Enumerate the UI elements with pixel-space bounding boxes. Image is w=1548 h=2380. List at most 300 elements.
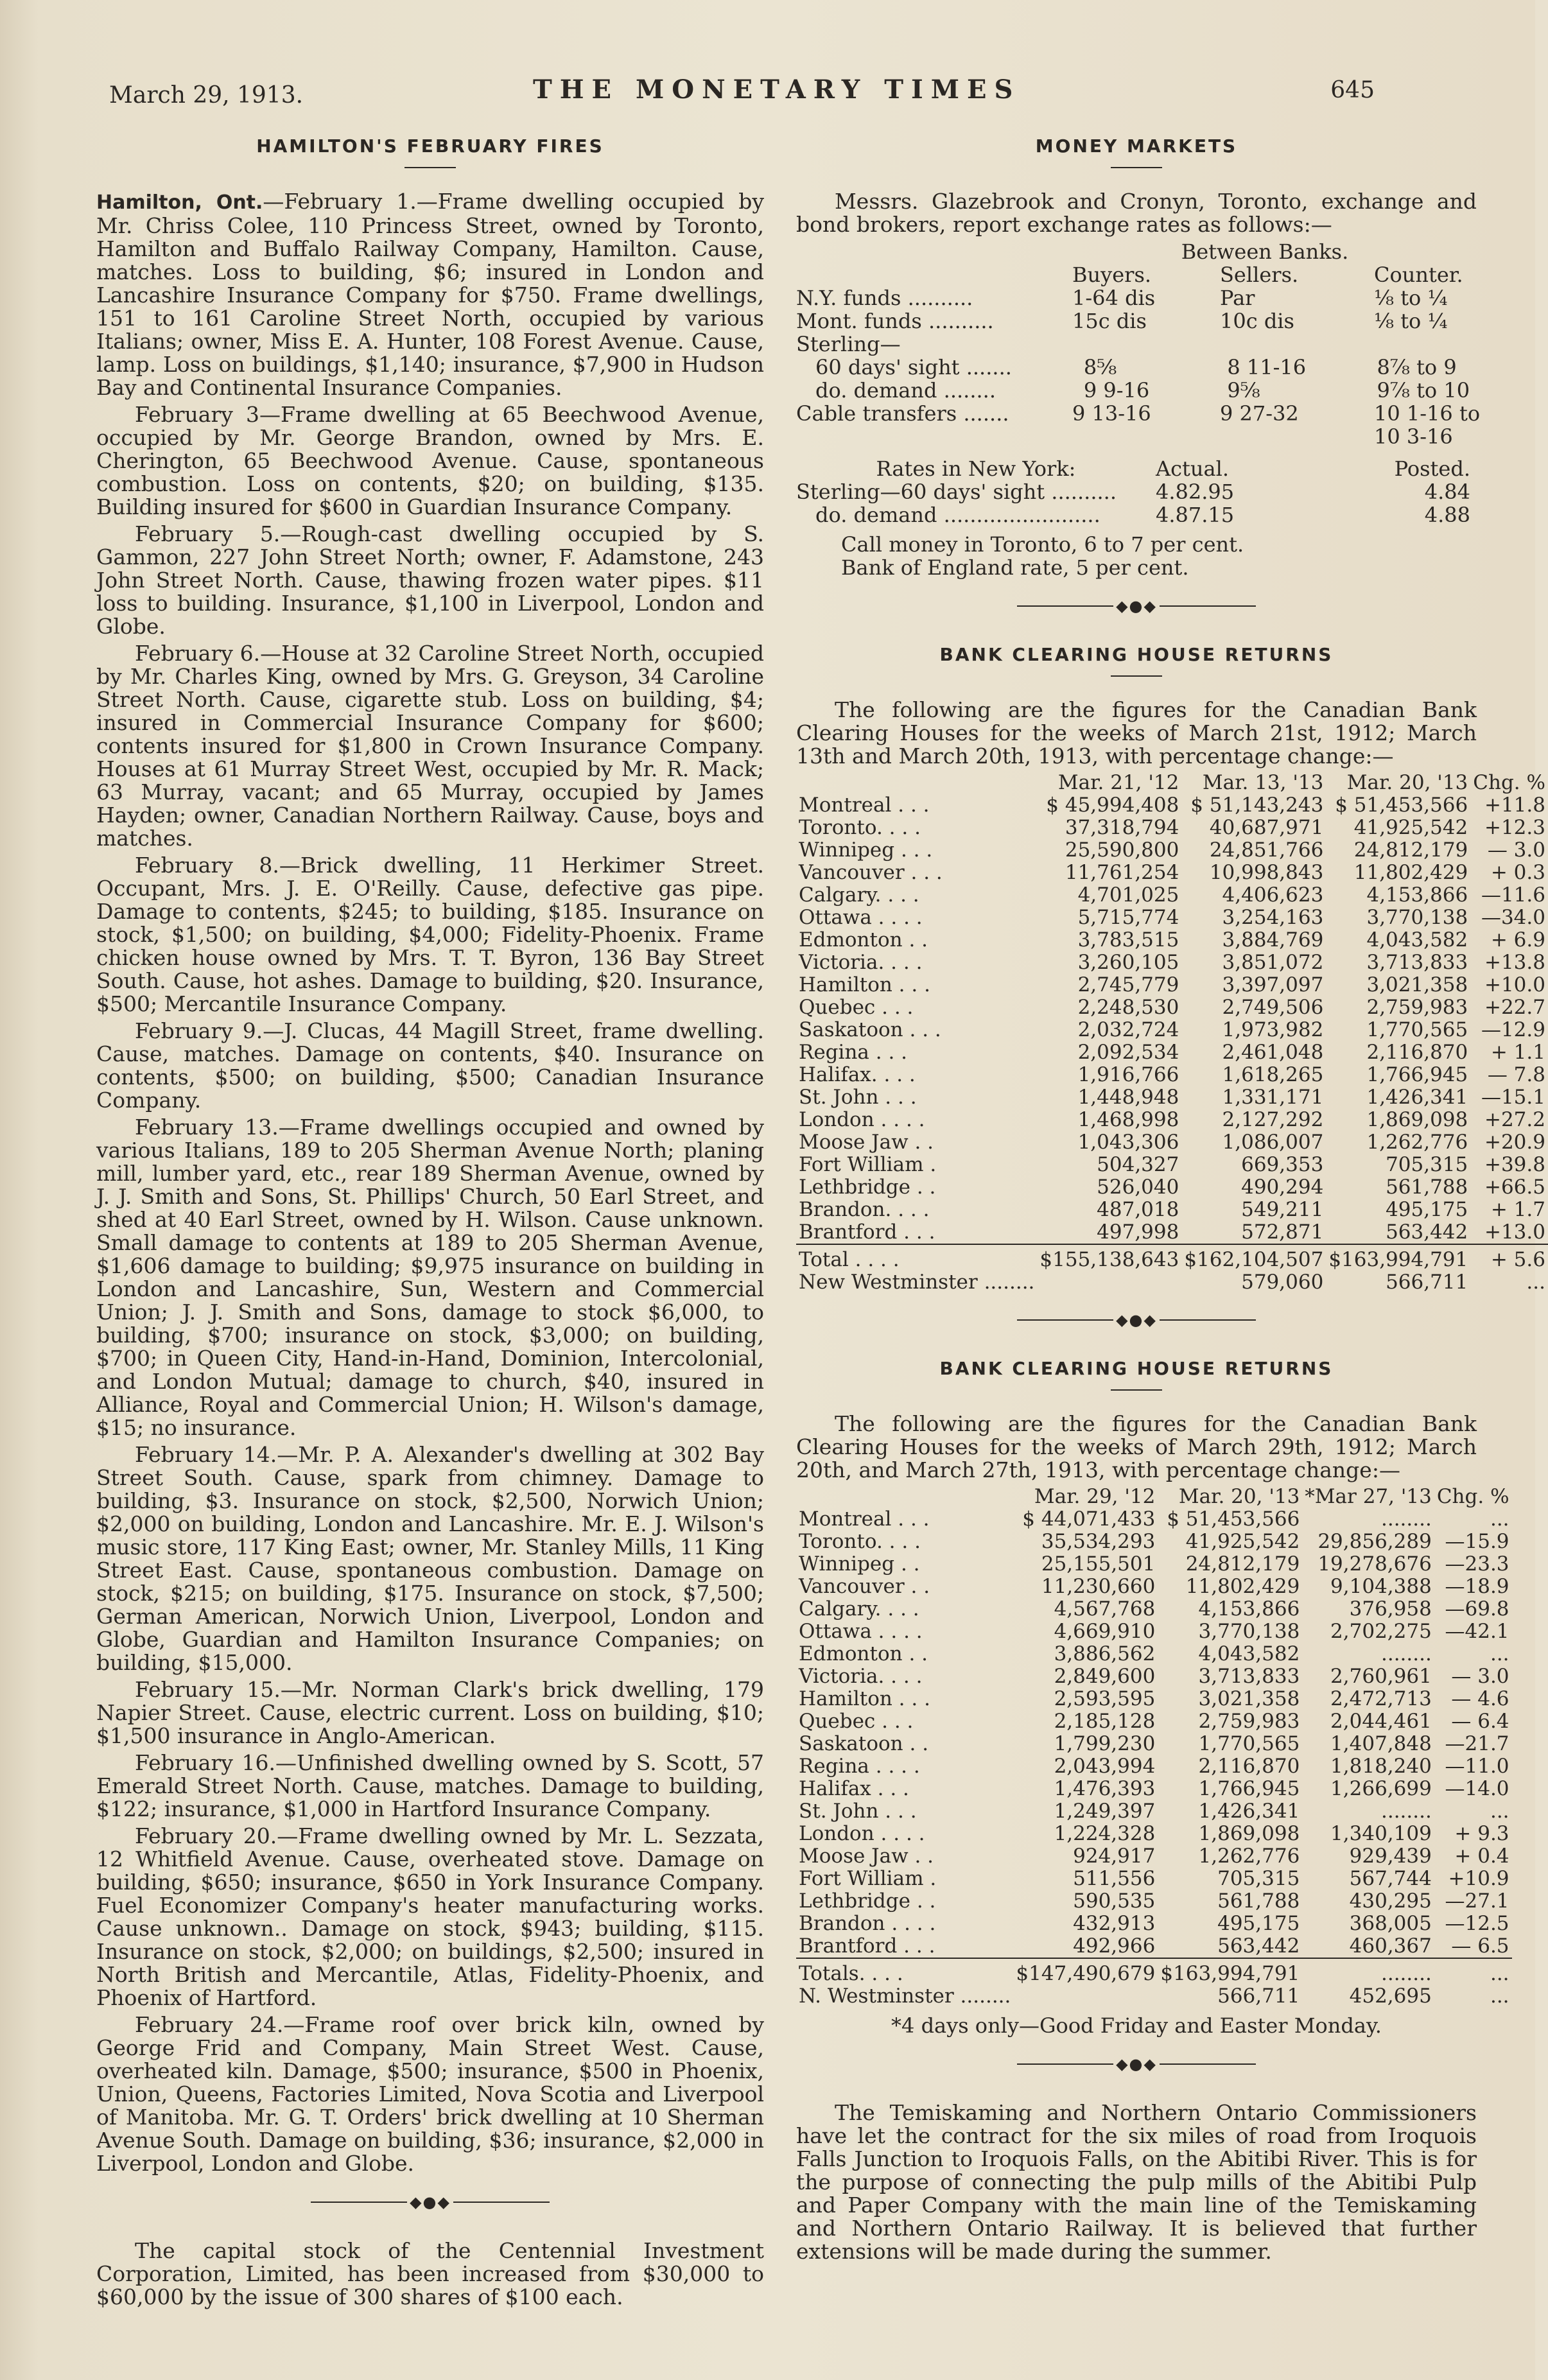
hamilton-para: February 24.—Frame roof over brick kiln, owned by George Frid and Company, Main Street West. Cause, overheated kiln. Damage, $500; insurance, $500 in Phoenix, Union, Queens, Factories Limited, Nova Scotia and Liverpool of Manitoba. Mr. G. T. Orders' brick dwelling at 10 Sherman Avenue South. Damage on building, $36; insurance, $2,000 in Liverpool, London and Globe. bbox=[96, 2012, 764, 2176]
table-row bbox=[796, 1620, 1512, 1643]
value-cell: + 9.3 bbox=[1454, 1822, 1509, 1845]
table-row bbox=[796, 1733, 1512, 1755]
hamilton-para: February 6.—House at 32 Caroline Street North, occupied by Mr. Charles King, owned by Mrs. G. Greyson, 34 Caroline Street North. Cause, cigarette stub. Loss on building, $4; insured in Commercial Insurance Company for $600; contents insured for $1,800 in Crown Insurance Company. Houses at 61 Murray Street West, occupied by Mr. R. Mack; 63 Murray, vacant; and 65 Murray, occupied by James Hayden; owner, Canadian Northern Railway. Cause, boys and matches. bbox=[96, 641, 764, 851]
value-cell: ........ bbox=[1380, 1800, 1432, 1823]
city-cell: Toronto. . . . bbox=[799, 815, 921, 839]
value-cell: ... bbox=[1490, 1642, 1509, 1665]
value-cell: 1,426,341 bbox=[1198, 1800, 1300, 1823]
ny-label: do. demand ........................ bbox=[815, 503, 1100, 527]
value-cell: 1,086,007 bbox=[1222, 1130, 1324, 1154]
value-cell: —42.1 bbox=[1445, 1620, 1509, 1643]
value-cell: $162,104,507 bbox=[1181, 1244, 1326, 1271]
clearing-footnote: *4 days only—Good Friday and Easter Monday. bbox=[891, 2013, 1382, 2038]
clearing-column-header: Mar. 20, '13 bbox=[1178, 1485, 1300, 1508]
value-cell: 590,535 bbox=[1073, 1889, 1156, 1913]
value-cell: 11,802,429 bbox=[1353, 860, 1468, 884]
value-cell: 3,884,769 bbox=[1222, 928, 1324, 951]
table-row bbox=[796, 1199, 1548, 1221]
hamilton-para-1: Hamilton, Ont.—February 1.—Frame dwelling occupied by Mr. Chriss Colee, 110 Princess Street, owned by Toronto, Hamilton and Buffalo Railway Company, Hamilton. Cause, matches. Loss to building, $6; insured in London and Lancashire Insurance Company for $750. Frame dwellings, 151 to 161 Caroline Street North, occupied by various Italians; owner, Miss E. A. Hunter, 108 Forest Avenue. Cause, lamp. Loss on buildings, $1,140; insurance, $7,900 in Hudson Bay and Continental Insurance Companies. bbox=[96, 189, 764, 400]
value-cell: 4,043,582 bbox=[1198, 1642, 1300, 1665]
city-cell: Total . . . . bbox=[796, 1244, 1037, 1271]
value-cell: 9,104,388 bbox=[1330, 1575, 1432, 1598]
exchange-rate-row bbox=[796, 425, 1477, 448]
value-cell: 2,092,534 bbox=[1077, 1040, 1179, 1064]
exchange-rate-row bbox=[796, 286, 1477, 309]
value-cell: 3,783,515 bbox=[1077, 928, 1179, 951]
table-row bbox=[796, 1710, 1512, 1733]
city-cell: Calgary. . . . bbox=[799, 1597, 919, 1620]
value-cell: 561,788 bbox=[1386, 1175, 1468, 1199]
value-cell: 579,060 bbox=[1241, 1270, 1324, 1294]
value-cell: 3,713,833 bbox=[1198, 1665, 1300, 1688]
value-cell: 705,315 bbox=[1217, 1867, 1300, 1890]
value-cell: 1,618,265 bbox=[1222, 1063, 1324, 1086]
table-row bbox=[796, 1086, 1548, 1109]
value-cell: 4,153,866 bbox=[1198, 1597, 1300, 1620]
value-cell: $163,994,791 bbox=[1158, 1958, 1302, 1985]
exchange-sellers: 8 11-16 bbox=[1227, 355, 1307, 379]
value-cell: 563,442 bbox=[1386, 1220, 1468, 1244]
value-cell: 1,973,982 bbox=[1222, 1018, 1324, 1041]
city-cell: Halifax . . . bbox=[799, 1777, 909, 1800]
value-cell: 2,248,530 bbox=[1077, 995, 1179, 1019]
value-cell: 1,869,098 bbox=[1198, 1822, 1300, 1845]
value-cell: 376,958 bbox=[1349, 1597, 1432, 1620]
exchange-counter: 8⅞ to 9 bbox=[1377, 355, 1457, 379]
col-counter: Counter. bbox=[1374, 263, 1463, 287]
city-cell: Winnipeg . . . bbox=[799, 838, 933, 862]
value-cell: —15.1 bbox=[1481, 1085, 1545, 1109]
exchange-rate-rows bbox=[796, 286, 1481, 449]
between-banks-label: Between Banks. bbox=[1181, 239, 1349, 264]
clearing-table-2 bbox=[796, 1486, 1512, 2008]
value-cell: 1,869,098 bbox=[1366, 1107, 1468, 1131]
value-cell: 1,249,397 bbox=[1054, 1800, 1156, 1823]
value-cell: $155,138,643 bbox=[1037, 1244, 1181, 1271]
exchange-rate-row bbox=[796, 356, 1477, 379]
value-cell: ........ bbox=[1380, 1507, 1432, 1531]
exchange-label: Sterling— bbox=[796, 332, 901, 356]
value-cell: 1,262,776 bbox=[1366, 1130, 1468, 1154]
value-cell: +27.2 bbox=[1484, 1107, 1545, 1131]
table-row bbox=[796, 1755, 1512, 1778]
table-row bbox=[796, 1778, 1512, 1800]
value-cell: 1,770,565 bbox=[1198, 1732, 1300, 1755]
city-cell: St. John . . . bbox=[799, 1800, 917, 1823]
value-cell: 25,590,800 bbox=[1065, 838, 1179, 862]
clearing-intro-1: The following are the figures for the Canadian Bank Clearing Houses for the weeks of March 21st, 1912; March 13th and March 20th, 1913, with percentage change:— bbox=[796, 697, 1477, 769]
table-row bbox=[796, 1041, 1548, 1064]
city-cell: London . . . . bbox=[799, 1822, 925, 1845]
table-row bbox=[796, 1665, 1512, 1688]
table-row bbox=[796, 1868, 1512, 1890]
value-cell: 40,687,971 bbox=[1209, 815, 1324, 839]
table-row bbox=[796, 1823, 1512, 1845]
value-cell: 35,534,293 bbox=[1041, 1530, 1156, 1553]
hamilton-lead: Hamilton, Ont. bbox=[96, 191, 263, 214]
temiskaming-notice: The Temiskaming and Northern Ontario Commissioners have let the contract for the six miles of road from Iroquois Falls Junction to Iroquois Falls, on the Abitibi River. This is for the purpose of connecting the pulp mills of the Abitibi Pulp and Paper Company with the main line of the Temiskaming and Northern Ontario Railway. It is believed that further extensions will be made during the summer. bbox=[796, 2099, 1477, 2264]
table-row bbox=[796, 1508, 1512, 1531]
value-cell: $ 51,143,243 bbox=[1190, 793, 1324, 817]
value-cell: — 3.0 bbox=[1487, 838, 1545, 862]
value-cell: 526,040 bbox=[1097, 1175, 1179, 1199]
clearing-heading-2: BANK CLEARING HOUSE RETURNS bbox=[796, 1357, 1477, 1391]
table-row bbox=[796, 1890, 1512, 1913]
exchange-sellers bbox=[1220, 425, 1374, 448]
value-cell: 41,925,542 bbox=[1353, 815, 1468, 839]
value-cell: +22.7 bbox=[1484, 995, 1545, 1019]
value-cell: 495,175 bbox=[1217, 1912, 1300, 1935]
city-cell: Winnipeg . . bbox=[799, 1552, 920, 1576]
value-cell: 2,745,779 bbox=[1077, 973, 1179, 996]
table-row bbox=[796, 1643, 1512, 1665]
city-cell: Brandon. . . . bbox=[799, 1197, 930, 1221]
value-cell: ........ bbox=[1302, 1958, 1434, 1985]
value-cell: 460,367 bbox=[1349, 1934, 1432, 1958]
city-cell: Victoria. . . . bbox=[799, 950, 923, 974]
money-markets-intro: Messrs. Glazebrook and Cronyn, Toronto, exchange and bond brokers, report exchange rates as follows:— bbox=[796, 189, 1477, 237]
value-cell: 2,032,724 bbox=[1077, 1018, 1179, 1041]
value-cell: 3,713,833 bbox=[1366, 950, 1468, 974]
clearing-column-header bbox=[796, 1486, 1013, 1508]
value-cell: +10.0 bbox=[1484, 973, 1545, 996]
value-cell: 1,818,240 bbox=[1330, 1755, 1432, 1778]
value-cell: ... bbox=[1434, 1958, 1512, 1985]
city-cell: Vancouver . . . bbox=[799, 860, 943, 884]
ny-rate-row bbox=[796, 480, 1477, 503]
exchange-label: 60 days' sight ....... bbox=[815, 355, 1012, 379]
value-cell: 41,925,542 bbox=[1185, 1530, 1300, 1553]
value-cell: 24,851,766 bbox=[1209, 838, 1324, 862]
value-cell: 3,770,138 bbox=[1366, 905, 1468, 929]
value-cell: 1,799,230 bbox=[1054, 1732, 1156, 1755]
value-cell: —27.1 bbox=[1445, 1889, 1509, 1913]
value-cell: 2,116,870 bbox=[1366, 1040, 1468, 1064]
city-cell: Toronto. . . . bbox=[799, 1530, 921, 1553]
value-cell: 1,766,945 bbox=[1198, 1777, 1300, 1800]
value-cell: —12.9 bbox=[1481, 1018, 1545, 1041]
value-cell: 3,260,105 bbox=[1077, 950, 1179, 974]
value-cell: —23.3 bbox=[1445, 1552, 1509, 1576]
table-row bbox=[796, 1531, 1512, 1553]
value-cell: 2,127,292 bbox=[1222, 1107, 1324, 1131]
value-cell: 1,224,328 bbox=[1054, 1822, 1156, 1845]
table-row bbox=[796, 1154, 1548, 1176]
value-cell: —21.7 bbox=[1445, 1732, 1509, 1755]
value-cell: —12.5 bbox=[1445, 1912, 1509, 1935]
hamilton-para: February 5.—Rough-cast dwelling occupied by S. Gammon, 227 John Street North; owner, F. Adamstone, 243 John Street North. Cause, thawing frozen water pipes. $11 loss to building. Insurance, $1,100 in Liverpool, London and Globe. bbox=[96, 521, 764, 639]
value-cell: 4,153,866 bbox=[1366, 883, 1468, 907]
table-row bbox=[796, 996, 1548, 1019]
city-cell: Montreal . . . bbox=[799, 1507, 930, 1531]
city-cell: Brantford . . . bbox=[799, 1934, 935, 1958]
exchange-counter: 9⅞ to 10 bbox=[1377, 378, 1470, 403]
exchange-sellers: 9⅝ bbox=[1227, 378, 1260, 403]
clearing-column-header: Chg. % bbox=[1473, 770, 1545, 794]
city-cell: Ottawa . . . . bbox=[799, 905, 923, 929]
clearing-header-row bbox=[796, 772, 1548, 794]
value-cell: $ 51,453,566 bbox=[1167, 1507, 1300, 1531]
value-cell: 504,327 bbox=[1097, 1152, 1179, 1176]
value-cell: —15.9 bbox=[1445, 1530, 1509, 1553]
value-cell: 2,849,600 bbox=[1054, 1665, 1156, 1688]
city-cell: London . . . . bbox=[799, 1107, 925, 1131]
city-cell: Moose Jaw . . bbox=[799, 1845, 934, 1868]
value-cell: +12.3 bbox=[1484, 815, 1545, 839]
value-cell: —69.8 bbox=[1445, 1597, 1509, 1620]
city-cell: Ottawa . . . . bbox=[799, 1620, 923, 1643]
clearing-column-header: Chg. % bbox=[1436, 1485, 1509, 1508]
clearing-column-header: Mar. 21, '12 bbox=[1057, 770, 1179, 794]
table-row bbox=[796, 1271, 1548, 1294]
value-cell: — 4.6 bbox=[1451, 1687, 1509, 1710]
hamilton-para: February 13.—Frame dwellings occupied and owned by various Italians, 189 to 205 Sherman Avenue North; planing mill, lumber yard, etc., rear 189 Sherman Avenue, owned by J. J. Smith and Sons, St. Phillips' Church, 50 Earl Street, and shed at 40 Earl Street, owned by H. Wilson. Cause unknown. Small damage to contents at 189 to 205 Sherman Avenue, $1,606 damage to building; $9,975 insurance on building in London and Lancashire, Sun, Western and Commercial Union; J. J. Smith and Sons, damage to stock $6,000, to building, $700; insurance on stock, $3,000; on building, $700; in Queen City, Hand-in-Hand, Dominion, Intercolonial, and London Mutual; damage to church, $40, insured in Alliance, Royal and Commercial Union; H. Wilson's damage, $15; no insurance. bbox=[96, 1115, 764, 1440]
city-cell: Halifax. . . . bbox=[799, 1063, 916, 1086]
value-cell: + 0.4 bbox=[1454, 1845, 1509, 1868]
value-cell: 29,856,289 bbox=[1318, 1530, 1432, 1553]
table-row bbox=[796, 1221, 1548, 1244]
table-row bbox=[796, 974, 1548, 996]
value-cell: 1,266,699 bbox=[1330, 1777, 1432, 1800]
value-cell: $ 45,994,408 bbox=[1046, 793, 1179, 817]
value-cell: 4,567,768 bbox=[1054, 1597, 1156, 1620]
value-cell: 3,021,358 bbox=[1366, 973, 1468, 996]
hamilton-para: February 20.—Frame dwelling owned by Mr. L. Sezzata, 12 Whitfield Avenue. Cause, overheated stove. Damage on building, $650; insurance, $650 in York Insurance Company. Fuel Economizer Company's heater manufacturing works. Cause unknown.. Damage on stock, $943; building, $115. Insurance on stock, $2,000; on buildings, $2,500; insured in North British and Mercantile, Atlas, Fidelity-Phoenix, and Phoenix of Hartford. bbox=[96, 1823, 764, 2010]
value-cell: 566,711 bbox=[1386, 1270, 1468, 1294]
value-cell: 2,702,275 bbox=[1330, 1620, 1432, 1643]
ny-actual-label: Actual. bbox=[1156, 456, 1229, 481]
clearing-heading-1: BANK CLEARING HOUSE RETURNS bbox=[796, 643, 1477, 677]
value-cell: $147,490,679 bbox=[1013, 1958, 1158, 1985]
value-cell: 563,442 bbox=[1217, 1934, 1300, 1958]
value-cell: 1,262,776 bbox=[1198, 1845, 1300, 1868]
city-cell: Fort William . bbox=[799, 1152, 937, 1176]
value-cell: — 6.5 bbox=[1451, 1934, 1509, 1958]
exchange-buyers: 1-64 dis bbox=[1072, 286, 1156, 310]
value-cell: 669,353 bbox=[1241, 1152, 1324, 1176]
value-cell: — 3.0 bbox=[1451, 1665, 1509, 1688]
value-cell: 1,340,109 bbox=[1330, 1822, 1432, 1845]
exchange-label: do. demand ........ bbox=[815, 378, 996, 403]
exchange-rate-row bbox=[796, 333, 1477, 356]
table-row bbox=[796, 929, 1548, 951]
right-column bbox=[796, 128, 1545, 2267]
value-cell: 566,711 bbox=[1217, 1985, 1300, 2008]
value-cell: 4,701,025 bbox=[1077, 883, 1179, 907]
value-cell: $163,994,791 bbox=[1326, 1244, 1470, 1271]
value-cell: 1,043,306 bbox=[1077, 1130, 1179, 1154]
value-cell: 2,760,961 bbox=[1330, 1665, 1432, 1688]
value-cell: +66.5 bbox=[1484, 1175, 1545, 1199]
value-cell: +13.0 bbox=[1484, 1220, 1545, 1244]
value-cell: + 1.1 bbox=[1490, 1040, 1545, 1064]
value-cell: 2,043,994 bbox=[1054, 1755, 1156, 1778]
city-cell: Calgary. . . . bbox=[799, 883, 919, 907]
exchange-counter: ⅛ to ¼ bbox=[1374, 286, 1448, 310]
city-cell: Victoria. . . . bbox=[799, 1665, 923, 1688]
value-cell: 11,802,429 bbox=[1185, 1575, 1300, 1598]
value-cell: 705,315 bbox=[1386, 1152, 1468, 1176]
table-row bbox=[796, 1935, 1512, 1958]
value-cell: 2,116,870 bbox=[1198, 1755, 1300, 1778]
table-row bbox=[796, 817, 1548, 839]
value-cell: 492,966 bbox=[1073, 1934, 1156, 1958]
table-row bbox=[796, 1064, 1548, 1086]
table-row bbox=[796, 951, 1548, 974]
value-cell: 1,448,948 bbox=[1077, 1085, 1179, 1109]
value-cell: 10,998,843 bbox=[1209, 860, 1324, 884]
city-cell: Brandon . . . . bbox=[799, 1912, 936, 1935]
exchange-counter bbox=[1374, 333, 1477, 356]
value-cell: 2,461,048 bbox=[1222, 1040, 1324, 1064]
city-cell: Lethbridge . . bbox=[799, 1889, 936, 1913]
value-cell: —18.9 bbox=[1445, 1575, 1509, 1598]
ny-posted: 4.84 bbox=[1424, 480, 1470, 504]
value-cell: 2,749,506 bbox=[1222, 995, 1324, 1019]
table-row bbox=[796, 1958, 1512, 1985]
value-cell: —11.0 bbox=[1445, 1755, 1509, 1778]
value-cell: ... bbox=[1490, 1507, 1509, 1531]
table-row bbox=[796, 1985, 1512, 2008]
table-row bbox=[796, 839, 1548, 862]
centennial-notice: The capital stock of the Centennial Investment Corporation, Limited, has been increased from $30,000 to $60,000 by the issue of 300 shares of $100 each. bbox=[96, 2237, 764, 2309]
value-cell: 3,770,138 bbox=[1198, 1620, 1300, 1643]
table-row bbox=[796, 1244, 1548, 1271]
ny-rates-label: Rates in New York: bbox=[876, 456, 1076, 481]
clearing-column-header: Mar. 29, '12 bbox=[1034, 1485, 1156, 1508]
value-cell: 1,331,171 bbox=[1222, 1085, 1324, 1109]
value-cell: 368,005 bbox=[1349, 1912, 1432, 1935]
city-cell: Saskatoon . . . bbox=[799, 1018, 941, 1041]
city-cell: Hamilton . . . bbox=[799, 1687, 930, 1710]
clearing-column-header: *Mar 27, '13 bbox=[1305, 1485, 1432, 1508]
value-cell: 2,185,128 bbox=[1054, 1710, 1156, 1733]
value-cell: 3,254,163 bbox=[1222, 905, 1324, 929]
ny-actual: 4.87.15 bbox=[1156, 503, 1235, 527]
city-cell: Vancouver . . bbox=[799, 1575, 930, 1598]
clearing-column-header: Mar. 20, '13 bbox=[1346, 770, 1468, 794]
exchange-buyers: 8⅝ bbox=[1083, 355, 1117, 379]
city-cell: Lethbridge . . bbox=[799, 1175, 936, 1199]
table-row bbox=[796, 862, 1548, 884]
page-header bbox=[109, 71, 1477, 109]
exchange-buyers: 9 13-16 bbox=[1072, 401, 1151, 426]
exchange-sellers bbox=[1220, 333, 1374, 356]
value-cell: ... bbox=[1490, 1800, 1509, 1823]
value-cell: 490,294 bbox=[1241, 1175, 1324, 1199]
table-row bbox=[796, 1576, 1512, 1598]
issue-date: March 29, 1913. bbox=[109, 82, 304, 109]
value-cell: 549,211 bbox=[1241, 1197, 1324, 1221]
city-cell: Brantford . . . bbox=[799, 1220, 935, 1244]
exchange-label: N.Y. funds .......... bbox=[796, 286, 973, 310]
value-cell: —14.0 bbox=[1445, 1777, 1509, 1800]
value-cell: 3,886,562 bbox=[1054, 1642, 1156, 1665]
city-cell: Quebec . . . bbox=[799, 995, 914, 1019]
page-number: 645 bbox=[1330, 77, 1375, 103]
col-sellers: Sellers. bbox=[1220, 263, 1299, 287]
exchange-buyers bbox=[1072, 333, 1220, 356]
ornament-divider: ◆●◆ bbox=[796, 2051, 1477, 2076]
col-buyers: Buyers. bbox=[1072, 263, 1152, 287]
value-cell: ........ bbox=[1380, 1642, 1432, 1665]
value-cell: $ 51,453,566 bbox=[1335, 793, 1468, 817]
city-cell: St. John . . . bbox=[799, 1085, 917, 1109]
table-row bbox=[796, 1800, 1512, 1823]
hamilton-para: February 3—Frame dwelling at 65 Beechwood Avenue, occupied by Mr. George Brandon, owned by Mrs. E. Cherington, 65 Beechwood Avenue. Cause, spontaneous combustion. Loss on contents, $20; on building, $135. Building insured for $600 in Guardian Insurance Company. bbox=[96, 402, 764, 519]
value-cell: 495,175 bbox=[1386, 1197, 1468, 1221]
value-cell: ... bbox=[1526, 1270, 1545, 1294]
value-cell: 924,917 bbox=[1073, 1845, 1156, 1868]
exchange-rate-row bbox=[796, 401, 1481, 426]
value-cell: 572,871 bbox=[1241, 1220, 1324, 1244]
value-cell: +13.8 bbox=[1484, 950, 1545, 974]
exchange-counter: 10 3-16 bbox=[1374, 424, 1453, 449]
city-cell: Hamilton . . . bbox=[799, 973, 930, 996]
value-cell: 430,295 bbox=[1349, 1889, 1432, 1913]
value-cell: 2,759,983 bbox=[1198, 1710, 1300, 1733]
ny-rate-row bbox=[796, 503, 1477, 526]
value-cell: +10.9 bbox=[1448, 1867, 1509, 1890]
value-cell: 2,759,983 bbox=[1366, 995, 1468, 1019]
ornament-divider: ◆●◆ bbox=[96, 2189, 764, 2214]
city-cell: Moose Jaw . . bbox=[799, 1130, 934, 1154]
ny-rate-rows bbox=[796, 480, 1477, 526]
table-row bbox=[796, 1109, 1548, 1131]
value-cell: 561,788 bbox=[1217, 1889, 1300, 1913]
hamilton-para: February 16.—Unfinished dwelling owned by S. Scott, 57 Emerald Street North. Cause, matches. Damage to building, $122; insurance, $1,000 in Hartford Insurance Company. bbox=[96, 1750, 764, 1821]
table-row bbox=[796, 1688, 1512, 1710]
value-cell: ... bbox=[1490, 1985, 1509, 2008]
value-cell: 4,406,623 bbox=[1222, 883, 1324, 907]
table-row bbox=[796, 1553, 1512, 1576]
value-cell: 11,230,660 bbox=[1041, 1575, 1156, 1598]
value-cell: 487,018 bbox=[1097, 1197, 1179, 1221]
value-cell: +11.8 bbox=[1484, 793, 1545, 817]
exchange-rates bbox=[796, 239, 1481, 580]
value-cell: 1,407,848 bbox=[1330, 1732, 1432, 1755]
value-cell: + 0.3 bbox=[1490, 860, 1545, 884]
value-cell: $ 44,071,433 bbox=[1022, 1507, 1156, 1531]
clearing-table-1 bbox=[796, 772, 1548, 1294]
value-cell: 24,812,179 bbox=[1185, 1552, 1300, 1576]
table-row bbox=[796, 1131, 1548, 1154]
exchange-rate-row bbox=[796, 379, 1477, 402]
exchange-counter: ⅛ to ¼ bbox=[1374, 309, 1448, 333]
value-cell: + 6.9 bbox=[1490, 928, 1545, 951]
value-cell: 567,744 bbox=[1349, 1867, 1432, 1890]
value-cell: 19,278,676 bbox=[1318, 1552, 1432, 1576]
value-cell: 1,468,998 bbox=[1077, 1107, 1179, 1131]
city-cell: Totals. . . . bbox=[796, 1958, 1013, 1985]
table-row bbox=[796, 1019, 1548, 1041]
exchange-sellers: 10c dis bbox=[1220, 309, 1294, 333]
table-row bbox=[796, 794, 1548, 817]
clearing-intro-2: The following are the figures for the Canadian Bank Clearing Houses for the weeks of March 29th, 1912; March 20th, and March 27th, 1913, with percentage change:— bbox=[796, 1411, 1477, 1482]
value-cell: +20.9 bbox=[1484, 1130, 1545, 1154]
left-column bbox=[96, 128, 764, 2313]
exchange-buyers bbox=[1072, 425, 1220, 448]
value-cell bbox=[1013, 1985, 1158, 2008]
exchange-rate-row bbox=[796, 309, 1477, 333]
value-cell: 24,812,179 bbox=[1353, 838, 1468, 862]
city-cell: New Westminster ........ bbox=[799, 1270, 1035, 1294]
table-row bbox=[796, 884, 1548, 907]
value-cell: + 1.7 bbox=[1490, 1197, 1545, 1221]
clearing-column-header: Mar. 13, '13 bbox=[1202, 770, 1324, 794]
publication-title: THE MONETARY TIMES bbox=[533, 74, 1021, 105]
value-cell: —34.0 bbox=[1481, 905, 1545, 929]
